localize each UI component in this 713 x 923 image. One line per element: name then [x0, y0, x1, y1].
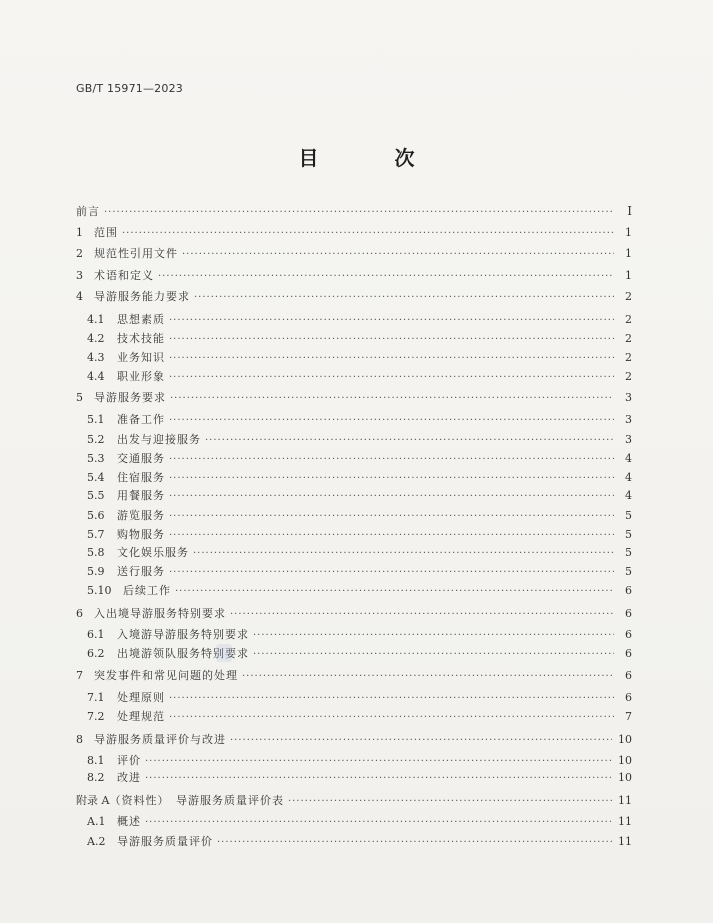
toc-entry-label: 概述 — [117, 815, 141, 828]
toc-entry-page: 2 — [625, 290, 632, 303]
toc-entry-label: 住宿服务 — [117, 471, 165, 484]
toc-leader-dots — [175, 586, 614, 597]
toc-entry-page: 4 — [625, 489, 632, 502]
toc-entry-number: 5.10 — [87, 584, 112, 597]
toc-entry-page: 5 — [625, 546, 632, 559]
toc-leader-dots — [253, 630, 614, 641]
toc-entry[interactable] — [76, 563, 632, 579]
toc-leader-dots — [169, 415, 614, 426]
toc-entry-number: 4.2 — [87, 332, 105, 345]
toc-entry-page: 6 — [625, 669, 632, 682]
toc-entry-number: 5.4 — [87, 471, 105, 484]
toc-entry-number: 8.1 — [87, 754, 105, 767]
toc-title: 目 次 — [298, 146, 443, 170]
watermark-mark — [216, 644, 232, 662]
toc-entry-number: 5.2 — [87, 433, 105, 446]
toc-entry-page: 5 — [625, 565, 632, 578]
toc-entry-number: 6 — [76, 607, 83, 620]
toc-entry-number: 7 — [76, 669, 83, 682]
toc-entry-label: 业务知识 — [117, 351, 165, 364]
toc-entry-label: 交通服务 — [117, 452, 165, 465]
toc-leader-dots — [194, 292, 614, 303]
toc-entry[interactable] — [76, 311, 632, 327]
toc-entry[interactable] — [76, 450, 632, 466]
toc-entry[interactable] — [76, 411, 632, 427]
toc-leader-dots — [169, 693, 614, 704]
toc-entry-page: 10 — [618, 733, 632, 746]
toc-leader-dots — [169, 353, 614, 364]
toc-leader-dots — [145, 756, 612, 767]
toc-entry-label: 职业形象 — [117, 370, 165, 383]
toc-entry-label: 术语和定义 — [94, 269, 154, 282]
toc-entry-label: 导游服务要求 — [94, 391, 166, 404]
toc-entry-page: 6 — [625, 628, 632, 641]
toc-entry-page: 11 — [618, 835, 632, 848]
standard-number: GB/T 15971—2023 — [76, 82, 183, 95]
toc-leader-dots — [230, 735, 612, 746]
toc-entry-label: 导游服务能力要求 — [94, 290, 190, 303]
toc-entry-number: 5.8 — [87, 546, 105, 559]
toc-entry[interactable] — [76, 667, 632, 683]
toc-entry-number: 附录 A — [76, 794, 110, 807]
toc-leader-dots — [145, 773, 612, 784]
toc-entry[interactable] — [76, 752, 632, 768]
toc-entry-label: 突发事件和常见问题的处理 — [94, 669, 238, 682]
toc-leader-dots — [169, 315, 614, 326]
toc-entry-number: 6.2 — [87, 647, 105, 660]
toc-entry-page: 6 — [625, 607, 632, 620]
toc-entry[interactable] — [76, 645, 632, 661]
toc-entry[interactable] — [76, 507, 632, 523]
toc-entry[interactable] — [76, 544, 632, 560]
toc-entry[interactable] — [76, 469, 632, 485]
toc-entry-page: 11 — [618, 815, 632, 828]
toc-entry-label: 游览服务 — [117, 509, 165, 522]
toc-leader-dots — [169, 491, 614, 502]
toc-entry-label: 思想素质 — [117, 313, 165, 326]
toc-entry-page: 7 — [625, 710, 632, 723]
toc-leader-dots — [122, 228, 614, 239]
toc-entry[interactable] — [76, 245, 632, 261]
toc-entry-number: 4.3 — [87, 351, 105, 364]
toc-entry-label: 准备工作 — [117, 413, 165, 426]
toc-entry-label: 导游服务质量评价 — [117, 835, 213, 848]
toc-leader-dots — [242, 671, 614, 682]
toc-entry-label: 评价 — [117, 754, 141, 767]
toc-entry-number: 7.2 — [87, 710, 105, 723]
toc-entry-page: 3 — [625, 391, 632, 404]
toc-entry-page: 6 — [625, 584, 632, 597]
toc-entry-label: 出境游领队服务特别要求 — [117, 647, 249, 660]
toc-entry-label: （资料性） 导游服务质量评价表 — [109, 794, 284, 807]
toc-entry[interactable] — [76, 605, 632, 621]
toc-leader-dots — [170, 393, 614, 404]
toc-entry-page: 6 — [625, 691, 632, 704]
toc-entry-label: 导游服务质量评价与改进 — [94, 733, 226, 746]
toc-entry-page: 3 — [625, 413, 632, 426]
toc-entry[interactable] — [76, 731, 632, 747]
toc-entry[interactable] — [76, 582, 632, 598]
toc-entry-number: 5.6 — [87, 509, 105, 522]
toc-entry[interactable] — [76, 330, 632, 346]
toc-entry-page: 5 — [625, 509, 632, 522]
toc-entry[interactable] — [76, 689, 632, 705]
toc-entry[interactable] — [76, 203, 632, 219]
toc-leader-dots — [193, 548, 614, 559]
toc-leader-dots — [288, 796, 612, 807]
toc-entry-number: 4.1 — [87, 313, 105, 326]
toc-entry-page: 4 — [625, 452, 632, 465]
toc-entry-page: 4 — [625, 471, 632, 484]
toc-entry[interactable] — [76, 526, 632, 542]
toc-entry-page: 3 — [625, 433, 632, 446]
toc-entry-page: 2 — [625, 370, 632, 383]
toc-entry-label: 前言 — [76, 205, 100, 218]
toc-entry[interactable] — [76, 389, 632, 405]
toc-entry-number: 2 — [76, 247, 83, 260]
toc-entry-label: 处理原则 — [117, 691, 165, 704]
toc-entry-number: 5.9 — [87, 565, 105, 578]
toc-leader-dots — [217, 837, 612, 848]
toc-entry-page: 10 — [618, 771, 632, 784]
toc-leader-dots — [104, 207, 614, 218]
toc-entry-label: 入境游导游服务特别要求 — [117, 628, 249, 641]
toc-entry-label: 入出境导游服务特别要求 — [94, 607, 226, 620]
toc-entry-label: 技术技能 — [117, 332, 165, 345]
toc-leader-dots — [169, 530, 614, 541]
toc-leader-dots — [253, 649, 614, 660]
toc-entry[interactable] — [76, 368, 632, 384]
toc-leader-dots — [205, 435, 614, 446]
toc-entry-label: 文化娱乐服务 — [117, 546, 189, 559]
toc-entry-page: I — [627, 204, 632, 218]
toc-entry-label: 用餐服务 — [117, 489, 165, 502]
toc-entry-number: 5 — [76, 391, 83, 404]
toc-entry-label: 后续工作 — [123, 584, 171, 597]
toc-entry-number: 8 — [76, 733, 83, 746]
toc-entry[interactable] — [76, 349, 632, 365]
toc-leader-dots — [230, 609, 614, 620]
toc-entry[interactable] — [76, 224, 632, 240]
toc-entry-number: 5.7 — [87, 528, 105, 541]
toc-entry[interactable] — [76, 708, 632, 724]
toc-entry-label: 送行服务 — [117, 565, 165, 578]
toc-entry-number: 8.2 — [87, 771, 105, 784]
toc-entry-number: 6.1 — [87, 628, 105, 641]
toc-entry-number: A.2 — [87, 835, 106, 848]
toc-entry-label: 范围 — [94, 226, 118, 239]
toc-entry-label: 改进 — [117, 771, 141, 784]
toc-entry-number: 4 — [76, 290, 83, 303]
toc-entry-page: 10 — [618, 754, 632, 767]
toc-leader-dots — [169, 454, 614, 465]
toc-entry-number: 4.4 — [87, 370, 105, 383]
toc-entry[interactable] — [76, 288, 632, 304]
toc-leader-dots — [169, 567, 614, 578]
toc-entry[interactable] — [76, 792, 632, 808]
toc-entry-number: 3 — [76, 269, 83, 282]
toc-entry[interactable] — [76, 431, 632, 447]
toc-leader-dots — [158, 271, 614, 282]
toc-leader-dots — [145, 817, 612, 828]
toc-entry-label: 出发与迎接服务 — [117, 433, 201, 446]
toc-entry-number: 5.1 — [87, 413, 105, 426]
toc-entry-page: 11 — [618, 794, 632, 807]
toc-entry-label: 处理规范 — [117, 710, 165, 723]
toc-entry-number: 1 — [76, 226, 83, 239]
toc-leader-dots — [169, 372, 614, 383]
toc-entry-number: 5.5 — [87, 489, 105, 502]
toc-entry-page: 2 — [625, 332, 632, 345]
toc-entry-page: 6 — [625, 647, 632, 660]
toc-leader-dots — [169, 712, 614, 723]
toc-entry-page: 2 — [625, 313, 632, 326]
toc-entry-page: 2 — [625, 351, 632, 364]
toc-entry-number: 5.3 — [87, 452, 105, 465]
toc-entry[interactable] — [76, 487, 632, 503]
toc-entry-number: A.1 — [87, 815, 106, 828]
toc-entry[interactable] — [76, 769, 632, 785]
toc-entry-label: 购物服务 — [117, 528, 165, 541]
toc-entry[interactable] — [76, 813, 632, 829]
toc-entry[interactable] — [76, 626, 632, 642]
toc-entry-number: 7.1 — [87, 691, 105, 704]
toc-entry-page: 1 — [625, 247, 632, 260]
toc-entry-page: 1 — [625, 226, 632, 239]
toc-leader-dots — [169, 473, 614, 484]
toc-entry-page: 1 — [625, 269, 632, 282]
toc-entry-label: 规范性引用文件 — [94, 247, 178, 260]
toc-leader-dots — [169, 334, 614, 345]
toc-entry[interactable] — [76, 267, 632, 283]
toc-entry-page: 5 — [625, 528, 632, 541]
toc-leader-dots — [169, 511, 614, 522]
toc-leader-dots — [182, 249, 614, 260]
toc-entry[interactable] — [76, 833, 632, 849]
